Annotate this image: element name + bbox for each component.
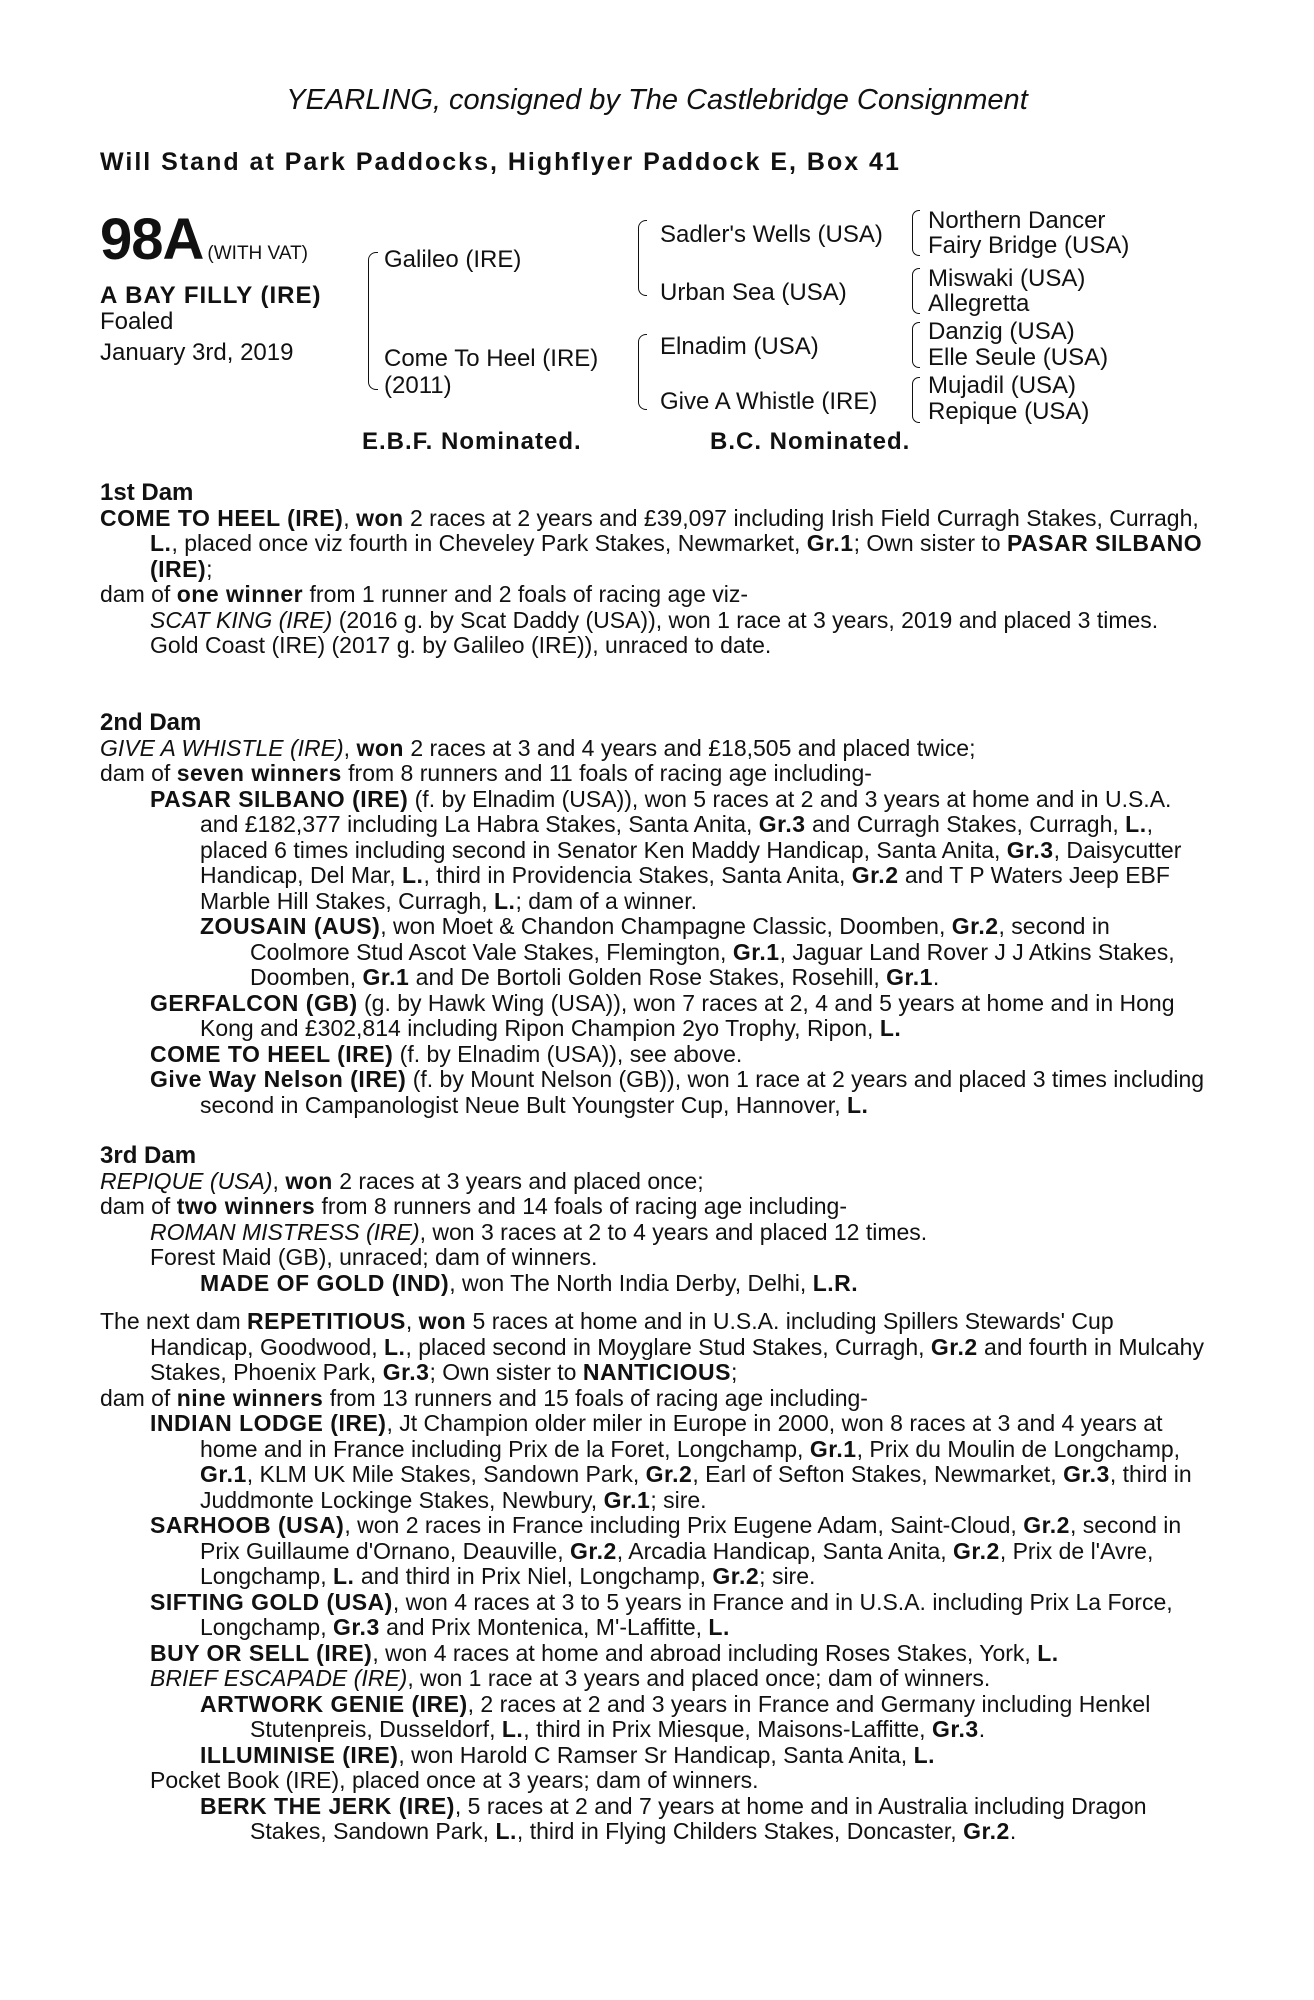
produce-entry: Gold Coast (IRE) (2017 g. by Galileo (IRE)), unraced to date.	[150, 632, 772, 658]
bc-nominated: B.C. Nominated.	[710, 428, 911, 455]
sire-parents-brace	[638, 220, 647, 296]
sire-dam: Urban Sea (USA)	[660, 279, 847, 306]
produce-entry: SARHOOB (USA), won 2 races in France including Prix Eugene Adam, Saint-Cloud, Gr.2, second in Prix Guillaume d'Ornano, Deauville, Gr.2, Arcadia Handicap, Santa Anita, Gr.2, Prix de l'Avre, Longchamp, L. and third in Prix Niel, Longchamp, Gr.2; sire.	[150, 1512, 1182, 1589]
produce-entry: BERK THE JERK (IRE), 5 races at 2 and 7 years at home and in Australia including Dragon Stakes, Sandown Park, L., third in Flying Childers Stakes, Doncaster, Gr.2.	[200, 1792, 1147, 1844]
g-brace-3	[912, 322, 920, 368]
first-dam-produce-summary: dam of one winner from 1 runner and 2 foals of racing age viz-	[100, 581, 749, 607]
great-grandsire-4: Mujadil (USA)	[928, 372, 1077, 399]
sire-dam-brace	[368, 252, 378, 390]
produce-entry: ILLUMINISE (IRE), won Harold C Ramser Sr Handicap, Santa Anita, L.	[200, 1741, 936, 1768]
sire-sire: Sadler's Wells (USA)	[660, 221, 883, 248]
second-dam-section	[100, 710, 1205, 1118]
produce-entry: MADE OF GOLD (IND), won The North India Derby, Delhi, L.R.	[200, 1269, 859, 1296]
produce-entry: SIFTING GOLD (USA), won 4 races at 3 to 5 years in France and in U.S.A. including Prix La Force, Longchamp, Gr.3 and Prix Montenica, M'-Laffitte, L.	[150, 1588, 1173, 1640]
great-granddam-2: Allegretta	[928, 290, 1030, 317]
ebf-nominated: E.B.F. Nominated.	[362, 428, 582, 455]
produce-entry: SCAT KING (IRE) (2016 g. by Scat Daddy (USA)), won 1 race at 3 years, 2019 and placed 3 times.	[150, 606, 1159, 633]
first-dam-heading: 1st Dam	[100, 479, 194, 506]
horse-description: A BAY FILLY (IRE)	[100, 282, 322, 309]
second-dam-heading: 2nd Dam	[100, 709, 202, 736]
produce-entry: GERFALCON (GB) (g. by Hawk Wing (USA)), won 7 races at 2, 4 and 5 years at home and in Hong Kong and £302,814 including Ripon Champion 2yo Trophy, Ripon, L.	[150, 989, 1175, 1041]
dam: Come To Heel (IRE)	[384, 345, 599, 372]
dam-year: (2011)	[384, 372, 452, 399]
next-dam-record: The next dam REPETITIOUS, won 5 races at home and in U.S.A. including Spillers Stewards' Cup Handicap, Goodwood, L., placed second in Moyglare Stud Stakes, Curragh, Gr.2 and fourth in Mulcahy Stakes, Phoenix Park, Gr.3; Own sister to NANTICIOUS;	[100, 1308, 1204, 1385]
third-dam-heading: 3rd Dam	[100, 1142, 197, 1169]
produce-entry: INDIAN LODGE (IRE), Jt Champion older miler in Europe in 2000, won 8 races at 3 and 4 years at home and in France including Prix de la Foret, Longchamp, Gr.1, Prix du Moulin de Longchamp, Gr.1, KLM UK Mile Stakes, Sandown Park, Gr.2, Earl of Sefton Stakes, Newmarket, Gr.3, third in Juddmonte Lockinge Stakes, Newbury, Gr.1; sire.	[150, 1410, 1192, 1513]
first-dam-section	[100, 480, 1205, 659]
produce-entry: COME TO HEEL (IRE) (f. by Elnadim (USA)), see above.	[150, 1040, 743, 1067]
great-grandsire-3: Danzig (USA)	[928, 318, 1075, 345]
third-dam-record: REPIQUE (USA), won 2 races at 3 years and placed once;	[100, 1167, 704, 1194]
foaled-label: Foaled	[100, 308, 174, 335]
lot-header	[100, 206, 308, 273]
next-dam-produce-summary: dam of nine winners from 13 runners and 15 foals of racing age including-	[100, 1384, 868, 1411]
great-granddam-4: Repique (USA)	[928, 398, 1090, 425]
great-grandsire-1: Northern Dancer	[928, 207, 1106, 234]
g-brace-1	[912, 210, 920, 256]
great-granddam-1: Fairy Bridge (USA)	[928, 232, 1130, 259]
foaled-date: January 3rd, 2019	[100, 339, 294, 366]
produce-entry: BUY OR SELL (IRE), won 4 races at home and abroad including Roses Stakes, York, L.	[150, 1639, 1059, 1666]
third-dam-section	[100, 1143, 1205, 1296]
sire: Galileo (IRE)	[384, 246, 522, 273]
third-dam-produce-summary: dam of two winners from 8 runners and 14 foals of racing age including-	[100, 1193, 847, 1219]
produce-entry: PASAR SILBANO (IRE) (f. by Elnadim (USA)), won 5 races at 2 and 3 years at home and in U.S.A. and £182,377 including La Habra Stakes, Santa Anita, Gr.3 and Curragh Stakes, Curragh, L., placed 6 times including second in Senator Ken Maddy Handicap, Santa Anita, Gr.3, Daisycutter Handicap, Del Mar, L., third in Providencia Stakes, Santa Anita, Gr.2 and T P Waters Jeep EBF Marble Hill Stakes, Curragh, L.; dam of a winner.	[150, 785, 1182, 914]
great-granddam-3: Elle Seule (USA)	[928, 344, 1109, 371]
great-grandsire-2: Miswaki (USA)	[928, 265, 1086, 292]
produce-entry: Forest Maid (GB), unraced; dam of winners.	[150, 1244, 598, 1270]
second-dam-produce-summary: dam of seven winners from 8 runners and 11 foals of racing age including-	[100, 760, 872, 786]
consignor-line: YEARLING, consigned by The Castlebridge Consignment	[286, 84, 1028, 116]
produce-entry: ROMAN MISTRESS (IRE), won 3 races at 2 to 4 years and placed 12 times.	[150, 1218, 928, 1245]
g-brace-4	[912, 377, 920, 423]
vat-note: (WITH VAT)	[207, 243, 309, 264]
dam-dam: Give A Whistle (IRE)	[660, 388, 878, 415]
next-dam-section	[100, 1309, 1205, 1845]
produce-entry: Pocket Book (IRE), placed once at 3 years; dam of winners.	[150, 1767, 759, 1793]
produce-entry: Give Way Nelson (IRE) (f. by Mount Nelson (GB)), won 1 race at 2 years and placed 3 times including second in Campanologist Neue Bult Youngster Cup, Hannover, L.	[150, 1066, 1205, 1118]
produce-entry: ZOUSAIN (AUS), won Moet & Chandon Champagne Classic, Doomben, Gr.2, second in Coolmore Stud Ascot Vale Stakes, Flemington, Gr.1, Jaguar Land Rover J J Atkins Stakes, Doomben, Gr.1 and De Bortoli Golden Rose Stakes, Rosehill, Gr.1.	[200, 913, 1175, 990]
lot-number: 98A	[100, 207, 204, 272]
dam-parents-brace	[638, 334, 647, 410]
stand-location: Will Stand at Park Paddocks, Highflyer Paddock E, Box 41	[100, 148, 901, 176]
produce-entry: ARTWORK GENIE (IRE), 2 races at 2 and 3 years in France and Germany including Henkel Stutenpreis, Dusseldorf, L., third in Prix Miesque, Maisons-Laffitte, Gr.3.	[200, 1690, 1151, 1742]
first-dam-record: COME TO HEEL (IRE), won 2 races at 2 years and £39,097 including Irish Field Curragh Stakes, Curragh, L., placed once viz fourth in Cheveley Park Stakes, Newmarket, Gr.1; Own sister to PASAR SILBANO (IRE);	[100, 504, 1203, 582]
dam-sire: Elnadim (USA)	[660, 333, 819, 360]
foaled-info	[100, 306, 293, 368]
second-dam-record: GIVE A WHISTLE (IRE), won 2 races at 3 and 4 years and £18,505 and placed twice;	[100, 734, 976, 761]
produce-entry: BRIEF ESCAPADE (IRE), won 1 race at 3 years and placed once; dam of winners.	[150, 1665, 991, 1691]
g-brace-2	[912, 268, 920, 314]
